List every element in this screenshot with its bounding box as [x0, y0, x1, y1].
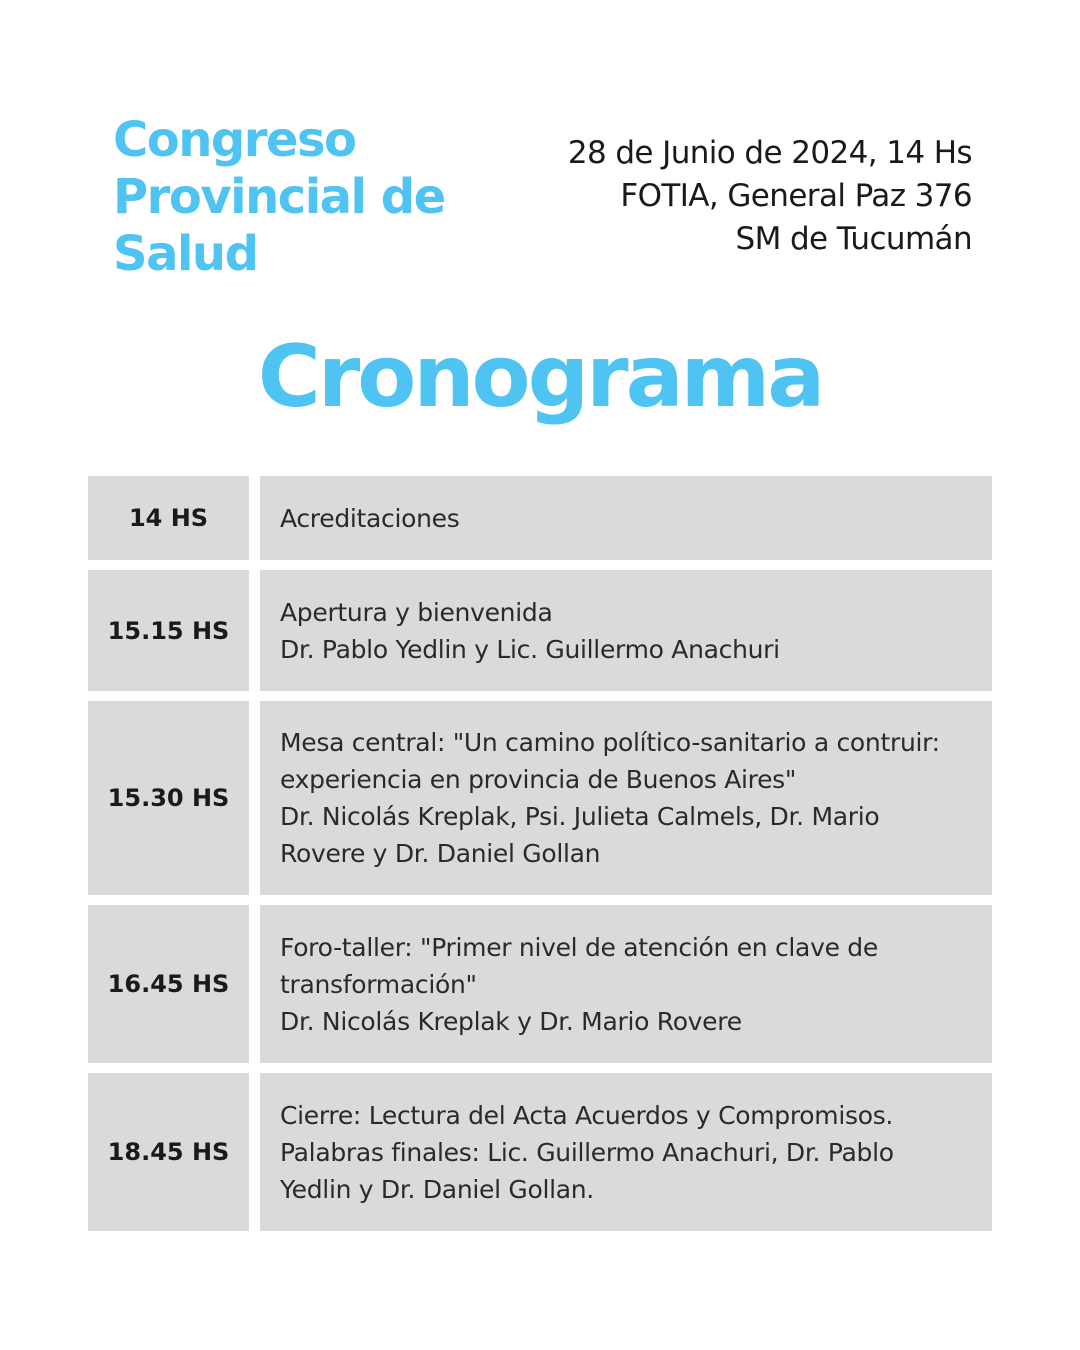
event-title-line: Provincial de	[113, 169, 445, 225]
schedule-row	[88, 905, 992, 1063]
schedule-description	[260, 905, 992, 1063]
description-line: experiencia en provincia de Buenos Aires"	[280, 765, 797, 794]
description-line: Palabras finales: Lic. Guillermo Anachuri, Dr. Pablo	[280, 1137, 894, 1167]
schedule-row	[88, 476, 992, 560]
description-line: Dr. Pablo Yedlin y Lic. Guillermo Anachuri	[280, 634, 780, 664]
schedule-description	[260, 570, 992, 691]
schedule-time: 15.15 HS	[88, 570, 249, 691]
description-line: Foro-taller: "Primer nivel de atención en clave de	[280, 932, 878, 962]
event-title	[113, 112, 513, 283]
schedule-time: 16.45 HS	[88, 905, 249, 1063]
schedule-time: 15.30 HS	[88, 701, 249, 895]
schedule-time: 14 HS	[88, 476, 249, 560]
description-line: Yedlin y Dr. Daniel Gollan.	[280, 1174, 594, 1204]
description-line: Acreditaciones	[280, 503, 460, 533]
schedule-row	[88, 1073, 992, 1231]
schedule-description	[260, 701, 992, 895]
event-venue: FOTIA, General Paz 376	[620, 178, 972, 214]
description-line: Apertura y bienvenida	[280, 597, 553, 627]
description-line: Dr. Nicolás Kreplak, Psi. Julieta Calmels, Dr. Mario	[280, 802, 880, 831]
event-info	[568, 132, 972, 261]
description-line: Mesa central: "Un camino político-sanitario a contruir:	[280, 728, 940, 757]
description-line: transformación"	[280, 969, 477, 999]
event-city: SM de Tucumán	[735, 221, 972, 257]
description-line: Cierre: Lectura del Acta Acuerdos y Compromisos.	[280, 1100, 894, 1130]
event-title-line: Congreso	[113, 112, 356, 168]
schedule-heading: Cronograma	[257, 327, 823, 427]
schedule-row	[88, 701, 992, 895]
event-date: 28 de Junio de 2024, 14 Hs	[567, 135, 972, 171]
schedule-description	[260, 1073, 992, 1231]
schedule-table	[88, 476, 992, 1241]
description-line: Rovere y Dr. Daniel Gollan	[280, 839, 601, 868]
schedule-row	[88, 570, 992, 691]
schedule-time: 18.45 HS	[88, 1073, 249, 1231]
description-line: Dr. Nicolás Kreplak y Dr. Mario Rovere	[280, 1006, 742, 1036]
event-title-line: Salud	[113, 226, 258, 282]
schedule-description	[260, 476, 992, 560]
